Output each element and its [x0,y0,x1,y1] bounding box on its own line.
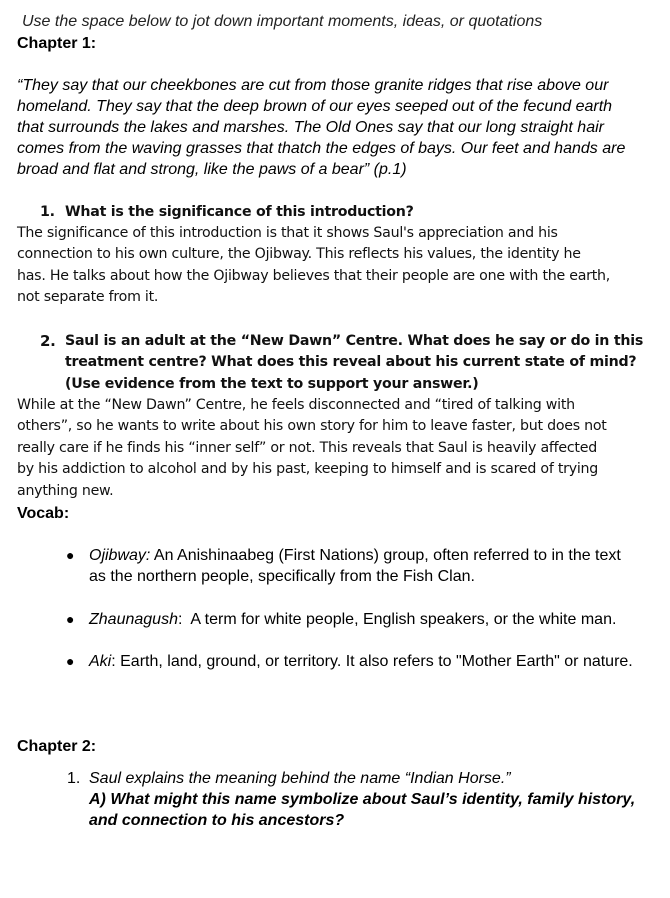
quote-line: broad and flat and strong, like the paws of a bear” (p.1) [17,161,407,178]
vocab-term: Ojibway: [89,547,151,564]
answer-line: not separate from it. [17,289,159,306]
answer-line: While at the “New Dawn” Centre, he feels disconnected and “tired of talking with [17,397,575,413]
quote-line: homeland. They say that the deep brown of our eyes seeped out of the fecund earth [17,98,613,115]
answer-line: others”, so he wants to write about his own story for him to leave faster, but does not [17,418,607,435]
vocab-item [89,545,621,587]
answer-line: really care if he finds his “inner self” or not. This reveals that Saul is heavily affected [17,439,597,456]
question-1-text [65,202,414,223]
quote-line: “They say that our cheekbones are cut from those granite ridges that rise above our [17,77,609,94]
answer-line: connection to his own culture, the Ojibway. This reflects his values, the identity he [17,246,581,263]
answer-line: The significance of this introduction is that it shows Saul's appreciation and his [17,225,558,241]
question-line: treatment centre? What does this reveal about his current state of mind? [65,354,637,371]
instruction-text: Use the space below to jot down important moments, ideas, or quotations [22,13,543,30]
question-line: Saul is an adult at the “New Dawn” Centre. What does he say or do in this [65,333,644,349]
question-prompt: Saul explains the meaning behind the name “Indian Horse.” [89,770,511,787]
question-number: 1. [40,204,55,220]
answer-1 [17,223,610,309]
vocab-term: Zhaunagush [89,611,178,628]
bullet-icon: ● [66,611,75,627]
question-line: (Use evidence from the text to support your answer.) [65,375,479,392]
question-number: 2. [40,332,56,350]
answer-line: anything new. [17,482,114,499]
bullet-icon: ● [66,653,75,669]
chapter-1-quote [17,75,625,180]
quote-line: that surrounds the lakes and marshes. The Old Ones say that our long straight hair [17,119,604,136]
question-line: What is the significance of this introduction? [65,204,414,220]
question-number: 1. [67,770,81,787]
question-sub-line: A) What might this name symbolize about Saul’s identity, family history, [89,791,636,808]
chapter-2-heading: Chapter 2: [17,738,97,755]
chapter-2-question-1 [89,768,635,831]
bullet-icon: ● [66,547,75,563]
answer-2 [17,395,607,502]
question-2-text [65,331,643,395]
answer-line: by his addiction to alcohol and by his past, keeping to himself and is scared of trying [17,461,599,478]
answer-line: has. He talks about how the Ojibway believes that their people are one with the earth, [17,267,611,284]
vocab-item [89,609,616,630]
vocab-definition: An Anishinaabeg (First Nations) group, often referred to in the text [150,547,621,564]
chapter-1-heading: Chapter 1: [17,35,97,52]
vocab-definition: : A term for white people, English speakers, or the white man. [177,611,617,628]
vocab-heading: Vocab: [17,505,70,522]
vocab-term: Aki [89,653,112,670]
vocab-item [89,651,633,672]
question-sub-line: and connection to his ancestors? [89,812,345,829]
vocab-definition: : Earth, land, ground, or territory. It also refers to "Mother Earth" or nature. [111,653,633,670]
vocab-definition: as the northern people, specifically from the Fish Clan. [89,568,475,585]
quote-line: comes from the waving grasses that thatch the edges of bays. Our feet and hands are [17,140,626,157]
